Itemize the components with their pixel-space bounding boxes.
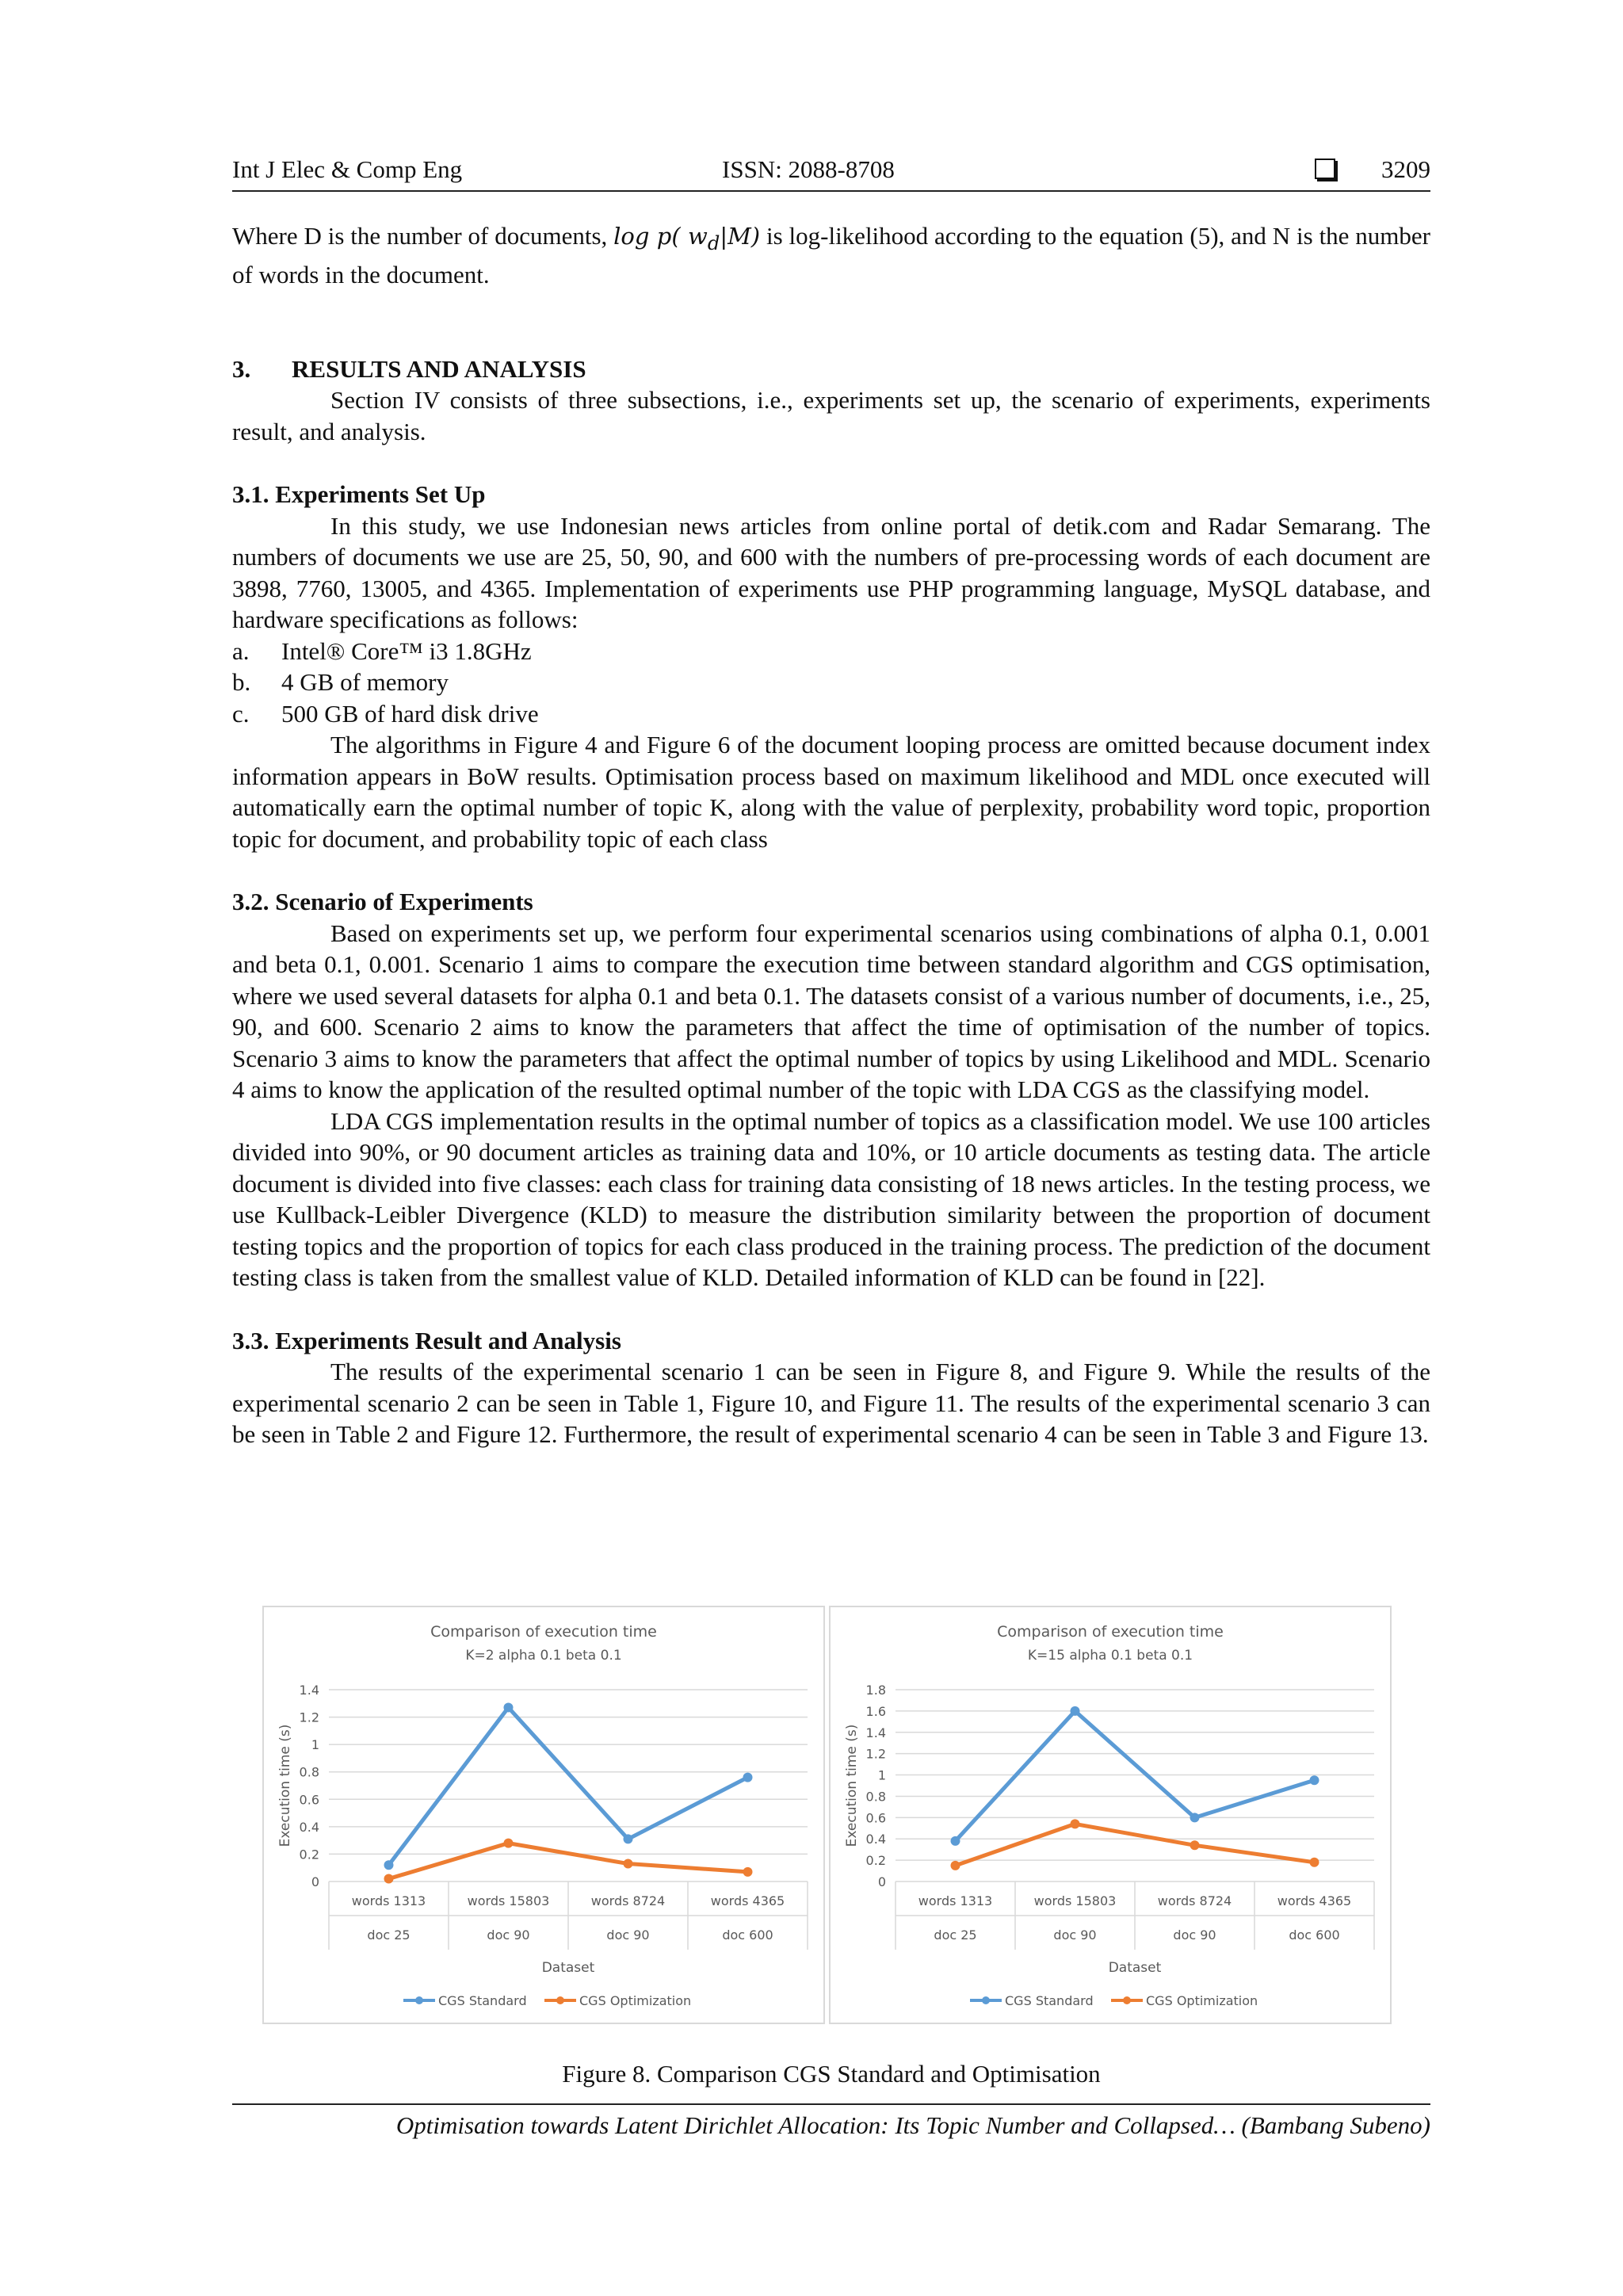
chart-k15-svg: [831, 1607, 1390, 2023]
chart-k15: [829, 1606, 1392, 2024]
data-point: [504, 1839, 514, 1848]
y-tick-label: 1: [877, 1767, 886, 1783]
data-point: [624, 1859, 633, 1869]
data-point: [624, 1834, 633, 1843]
y-axis-label: Execution time (s): [844, 1724, 860, 1847]
chart-title: Comparison of execution time: [997, 1623, 1224, 1641]
hardware-list: [232, 636, 1430, 730]
body-text: [232, 220, 1430, 1450]
y-tick-label: 0.2: [865, 1853, 886, 1869]
subsection-3-2-title: 3.2. Scenario of Experiments: [232, 888, 533, 916]
chart-subtitle: K=2 alpha 0.1 beta 0.1: [465, 1648, 622, 1664]
x-group-label: doc 25: [367, 1927, 411, 1943]
data-point: [743, 1773, 753, 1782]
x-group-label: doc 90: [487, 1927, 530, 1943]
x-axis-label: Dataset: [1108, 1960, 1162, 1976]
list-label: c.: [232, 699, 250, 728]
x-tick-label: words 8724: [590, 1893, 666, 1908]
subsection-3-3-para1: The results of the experimental scenario 1 can be seen in Figure 8, and Figure 9. While the results of the experimental scenario 2 can be seen in Table 1, Figure 10, and Figure 11. The results of the experimental scenario 3 can be seen in Table 2 and Figure 12. Furthermore, the result of experimental scenario 4 can be seen in Table 3 and Figure 13.: [232, 1358, 1430, 1449]
list-item: [232, 667, 1430, 698]
y-tick-label: 1.8: [865, 1683, 886, 1698]
figure-caption: Figure 8. Comparison CGS Standard and Optimisation: [562, 2060, 1101, 2088]
x-group-label: doc 600: [722, 1927, 773, 1943]
legend-label: CGS Standard: [1005, 1993, 1094, 2008]
data-point: [1190, 1840, 1200, 1850]
list-label: b.: [232, 668, 251, 697]
x-group-label: doc 25: [934, 1927, 977, 1943]
x-group-label: doc 90: [1053, 1927, 1097, 1943]
data-point: [1310, 1775, 1319, 1785]
series-line-0: [389, 1707, 748, 1865]
x-tick-label: words 1313: [351, 1893, 426, 1908]
data-point: [384, 1860, 394, 1870]
data-point: [951, 1861, 960, 1870]
chart-k2-svg: [264, 1607, 823, 2023]
intro-text-before: Where D is the number of documents,: [232, 222, 614, 250]
chart-title: Comparison of execution time: [430, 1623, 657, 1641]
list-text: Intel® Core™ i3 1.8GHz: [281, 636, 532, 665]
legend-label: CGS Standard: [438, 1993, 527, 2008]
subsection-3-1-title: 3.1. Experiments Set Up: [232, 480, 486, 509]
y-tick-label: 0.4: [865, 1832, 886, 1847]
y-tick-label: 1.4: [865, 1725, 886, 1740]
data-point: [1071, 1819, 1080, 1828]
legend-swatch-marker: [415, 1996, 423, 2004]
x-group-label: doc 90: [606, 1927, 650, 1943]
subsection-3-2-para2: LDA CGS implementation results in the optimal number of topics as a classification model. We use 100 articles divided into 90%, or 90 document articles as training data and 10%, or 10 article documents as testing data. The article document is divided into five classes: each class for training data consisting of 18 news articles. In the testing process, we use Kullback-Leibler Divergence (KLD) to measure the distribution similarity between the proportion of document testing topics and the proportion of topics for each class produced in the training process. The prediction of the document testing class is taken from the smallest value of KLD. Detailed information of KLD can be found in [22].: [232, 1106, 1430, 1292]
legend-swatch-marker: [1123, 1996, 1131, 2004]
page-number: 3209: [1381, 155, 1430, 183]
x-tick-label: words 15803: [467, 1893, 550, 1908]
subsection-3-1-para2: The algorithms in Figure 4 and Figure 6 of the document looping process are omitted because document index information appears in BoW results. Optimisation process based on maximum likelihood and MDL once executed will automatically earn the optimal number of topic K, along with the value of perplexity, probability word topic, proportion topic for document, and probability topic of each class: [232, 731, 1430, 853]
issn: ISSN: 2088-8708: [722, 155, 895, 183]
y-tick-label: 0: [311, 1874, 319, 1889]
x-tick-label: words 1313: [918, 1893, 993, 1908]
y-tick-label: 1.4: [299, 1683, 319, 1698]
y-tick-label: 0.4: [299, 1819, 319, 1835]
journal-name: Int J Elec & Comp Eng: [232, 155, 463, 183]
x-tick-label: words 8724: [1157, 1893, 1232, 1908]
y-tick-label: 0.8: [865, 1789, 886, 1805]
data-point: [1071, 1706, 1080, 1716]
section-heading: [232, 353, 1430, 385]
x-tick-label: words 4365: [710, 1893, 785, 1908]
y-tick-label: 0.2: [299, 1847, 319, 1862]
y-tick-label: 1.2: [865, 1746, 886, 1762]
list-text: 4 GB of memory: [281, 668, 449, 697]
x-group-label: doc 90: [1173, 1927, 1216, 1943]
series-line-0: [956, 1711, 1315, 1841]
list-text: 500 GB of hard disk drive: [281, 699, 539, 728]
list-item: [232, 698, 1430, 730]
running-header: [232, 155, 1430, 192]
x-tick-label: words 15803: [1033, 1893, 1117, 1908]
y-tick-label: 0: [877, 1874, 886, 1889]
y-tick-label: 0.8: [299, 1764, 319, 1780]
y-tick-label: 0.6: [299, 1792, 319, 1808]
series-line-1: [389, 1843, 748, 1879]
y-tick-label: 1.2: [299, 1710, 319, 1725]
list-label: a.: [232, 636, 250, 665]
x-tick-label: words 4365: [1277, 1893, 1352, 1908]
data-point: [1190, 1813, 1200, 1822]
intro-text-after: is log-likelihood according to the equation (5), and N is the number of words in the document.: [232, 222, 1430, 289]
data-point: [951, 1836, 960, 1846]
section-number: 3.: [232, 354, 251, 383]
data-point: [1310, 1858, 1319, 1867]
legend-label: CGS Optimization: [579, 1993, 692, 2008]
section-intro: Section IV consists of three subsections, i.e., experiments set up, the scenario of experiments, experiments result, and analysis.: [232, 386, 1430, 445]
y-axis-label: Execution time (s): [277, 1724, 293, 1847]
series-line-1: [956, 1824, 1315, 1865]
y-tick-label: 1.6: [865, 1703, 886, 1719]
x-group-label: doc 600: [1289, 1927, 1340, 1943]
subsection-3-2-para1: Based on experiments set up, we perform four experimental scenarios using combinations of alpha 0.1, 0.001 and beta 0.1, 0.001. Scenario 1 aims to compare the execution time between standard algorithm and CGS optimisation, where we used several datasets for alpha 0.1 and beta 0.1. The datasets consist of a various number of documents, i.e., 25, 90, and 600. Scenario 2 aims to know the parameters that affect the time of optimisation of the number of topics. Scenario 3 aims to know the parameters that affect the optimal number of topics by using Likelihood and MDL. Scenario 4 aims to know the application of the resulted optimal number of the topic with LDA CGS as the classifying model.: [232, 919, 1430, 1104]
legend-swatch-marker: [556, 1996, 564, 2004]
data-point: [743, 1867, 753, 1877]
intro-paragraph: [232, 220, 1430, 291]
subsection-3-1-para1: In this study, we use Indonesian news articles from online portal of detik.com and Radar Semarang. The numbers of documents we use are 25, 50, 90, and 600 with the numbers of pre-processing words of each document are 3898, 7760, 13005, and 4365. Implementation of experiments use PHP programming language, MySQL database, and hardware specifications as follows:: [232, 511, 1430, 634]
legend-label: CGS Optimization: [1146, 1993, 1258, 2008]
section-title: RESULTS AND ANALYSIS: [292, 354, 586, 383]
list-item: [232, 636, 1430, 667]
formula-log-likelihood: log p( $w_d|M$): [613, 223, 761, 254]
chart-k2: [262, 1606, 825, 2024]
square-bullet-icon: [1315, 159, 1335, 179]
data-point: [384, 1874, 394, 1884]
legend-swatch-marker: [982, 1996, 990, 2004]
y-tick-label: 1: [311, 1737, 319, 1753]
x-axis-label: Dataset: [541, 1960, 595, 1976]
chart-subtitle: K=15 alpha 0.1 beta 0.1: [1027, 1648, 1193, 1664]
y-tick-label: 0.6: [865, 1810, 886, 1826]
data-point: [504, 1702, 514, 1712]
subsection-3-3-title: 3.3. Experiments Result and Analysis: [232, 1326, 621, 1354]
running-footer: Optimisation towards Latent Dirichlet Allocation: Its Topic Number and Collapsed… (Bambang Subeno): [232, 2103, 1430, 2146]
